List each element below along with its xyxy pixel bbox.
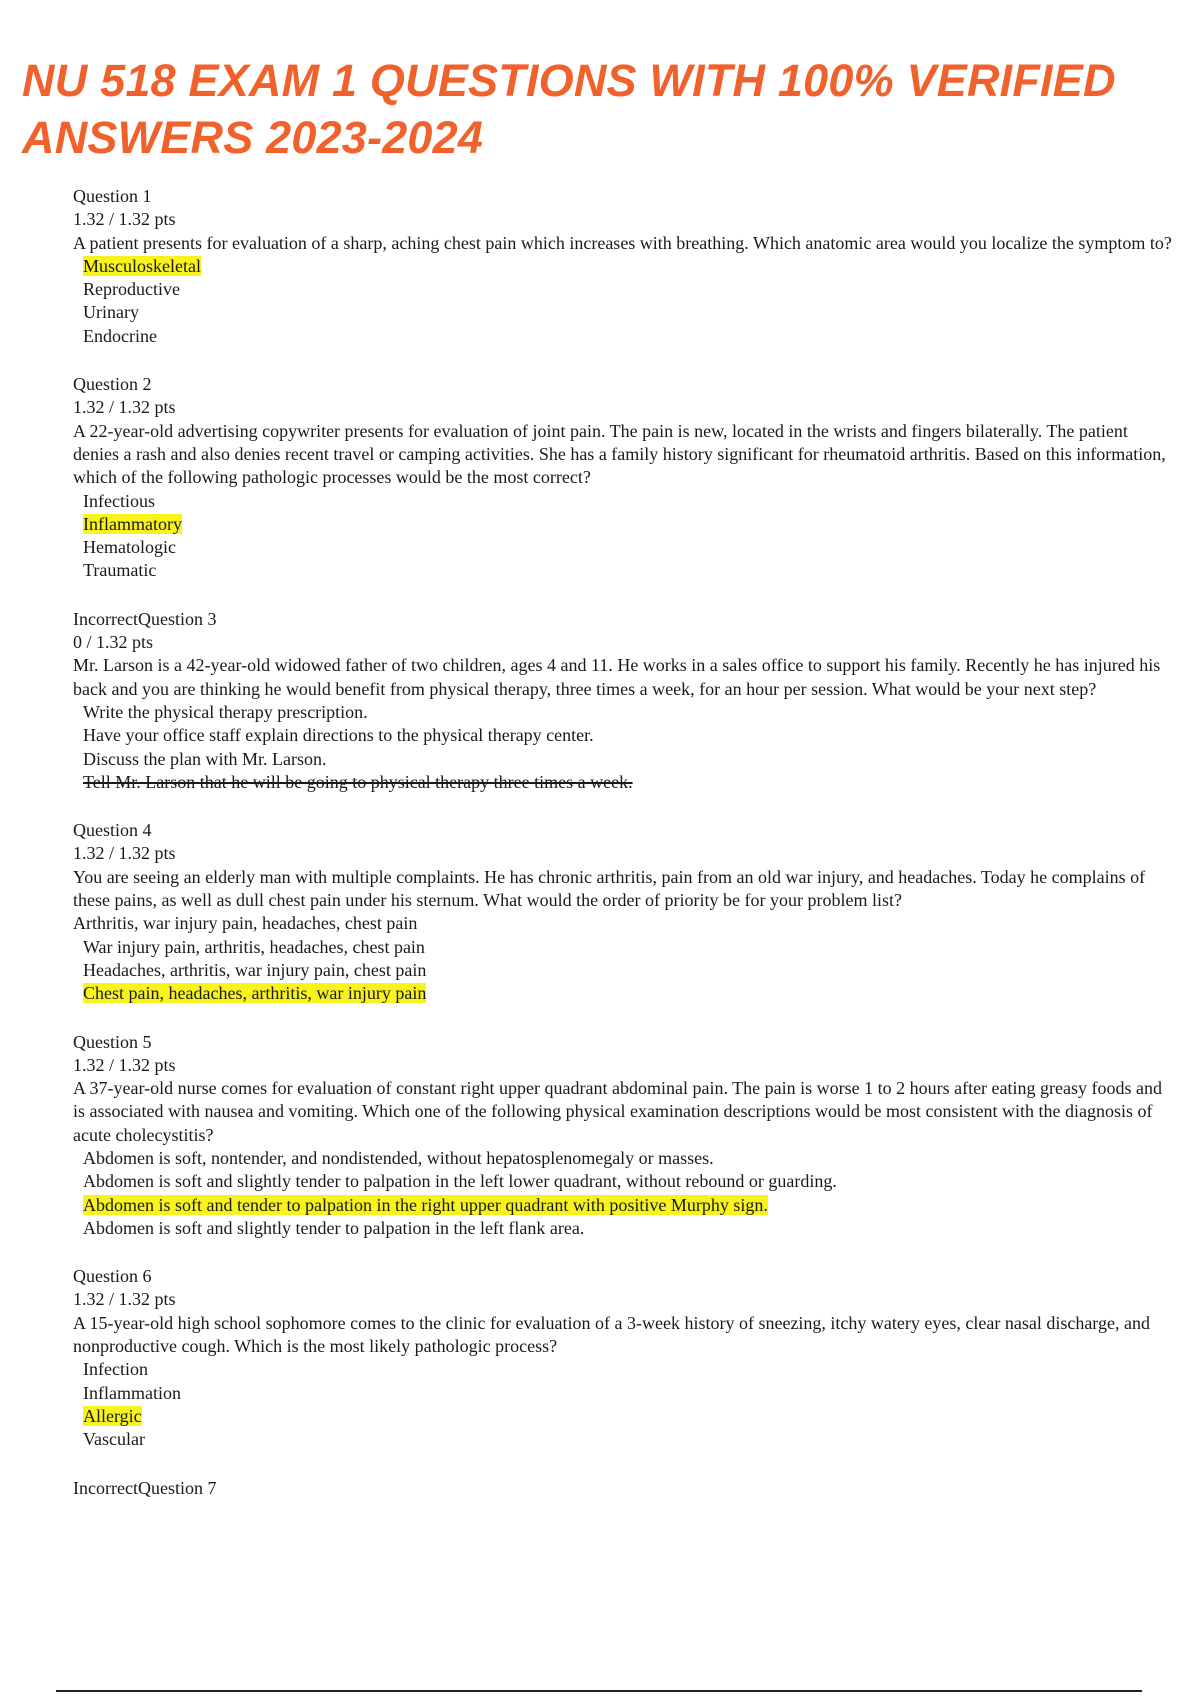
answer-text: Traumatic [83, 560, 157, 581]
answer-text: Abdomen is soft and slightly tender to palpation in the left flank area. [83, 1217, 585, 1238]
answer-option-selected[interactable] [73, 255, 1173, 278]
question-1 [73, 185, 1173, 348]
answer-text: Hematologic [83, 537, 176, 558]
answer-option[interactable] [73, 559, 1173, 582]
answer-text: Discuss the plan with Mr. Larson. [83, 748, 327, 769]
answer-text: Abdomen is soft and tender to palpation in the right upper quadrant with positive Murphy sign. [83, 1194, 768, 1215]
question-text: A 15-year-old high school sophomore comes to the clinic for evaluation of a 3-week history of sneezing, itchy watery eyes, clear nasal discharge, and nonproductive cough. Which is the most likely pathologic process? [73, 1312, 1150, 1357]
question-points: 1.32 / 1.32 pts [73, 209, 176, 230]
answer-option[interactable] [73, 536, 1173, 559]
answer-list [73, 255, 1173, 348]
question-label: Question 4 [73, 820, 152, 841]
question-4 [73, 819, 1173, 1005]
question-2 [73, 373, 1173, 583]
answer-text: Endocrine [83, 325, 157, 346]
question-7 [73, 1477, 1173, 1500]
answer-text: Allergic [83, 1405, 142, 1426]
answer-text: Vascular [83, 1429, 145, 1450]
answer-option-selected[interactable] [73, 1405, 1173, 1428]
question-text: Mr. Larson is a 42-year-old widowed father of two children, ages 4 and 11. He works in a sales office to support his family. Recently he has injured his back and you are thinking he would benefit from physical therapy, three times a week, for an hour per session. What would be your next step? [73, 655, 1161, 699]
answer-option-selected[interactable] [73, 513, 1173, 536]
answer-option[interactable] [73, 1428, 1173, 1451]
question-points: 0 / 1.32 pts [73, 632, 154, 653]
question-text: You are seeing an elderly man with multiple complaints. He has chronic arthritis, pain from an old war injury, and headaches. Today he complains of these pains, as well as dull chest pain under his sternum. What would the order of priority be for your problem list? [73, 866, 1146, 911]
answer-text: Abdomen is soft, nontender, and nondistended, without hepatosplenomegaly or masses. [83, 1147, 714, 1168]
question-text: A patient presents for evaluation of a sharp, aching chest pain which increases with breathing. Which anatomic area would you localize the symptom to? [73, 232, 1172, 253]
answer-option-selected[interactable] [73, 1194, 1173, 1217]
answer-option[interactable] [73, 325, 1173, 348]
answer-text: Urinary [83, 302, 139, 323]
question-points: 1.32 / 1.32 pts [73, 843, 176, 864]
answer-option[interactable] [73, 1382, 1173, 1405]
answer-option[interactable] [73, 936, 1173, 959]
question-label: Question 2 [73, 374, 152, 395]
answer-text: Inflammatory [83, 513, 182, 534]
answer-text: Abdomen is soft and slightly tender to palpation in the left lower quadrant, without rebound or guarding. [83, 1171, 837, 1192]
question-text: A 37-year-old nurse comes for evaluation of constant right upper quadrant abdominal pain. The pain is worse 1 to 2 hours after eating greasy foods and is associated with nausea and vomiting. Which one of the following physical examination descriptions would be most consistent with the diagnosis of acute cholecystitis? [73, 1078, 1162, 1145]
answer-option[interactable] [73, 278, 1173, 301]
answer-text: War injury pain, arthritis, headaches, chest pain [83, 936, 425, 957]
answer-option[interactable] [73, 959, 1173, 982]
answer-list [73, 1358, 1173, 1451]
answer-text: Infection [83, 1359, 148, 1380]
answer-list [73, 1147, 1173, 1240]
answer-option[interactable] [73, 724, 1173, 747]
answer-text: Headaches, arthritis, war injury pain, chest pain [83, 959, 427, 980]
question-label: IncorrectQuestion 3 [73, 608, 217, 629]
question-points: 1.32 / 1.32 pts [73, 1289, 176, 1310]
answer-option[interactable] [73, 490, 1173, 513]
answer-list [73, 490, 1173, 583]
question-3 [73, 608, 1173, 794]
answer-text: Musculoskeletal [83, 255, 201, 276]
page-title: NU 518 EXAM 1 QUESTIONS WITH 100% VERIFIED ANSWERS 2023-2024 [22, 55, 1116, 163]
answer-option[interactable] [73, 701, 1173, 724]
question-points: 1.32 / 1.32 pts [73, 1054, 176, 1075]
answer-text: Have your office staff explain directions to the physical therapy center. [83, 725, 594, 746]
question-text: A 22-year-old advertising copywriter presents for evaluation of joint pain. The pain is new, located in the wrists and fingers bilaterally. The patient denies a rash and also denies recent travel or camping activities. She has a family history significant for rheumatoid arthritis. Based on this information, which of the following pathologic processes would be the most correct? [73, 420, 1166, 488]
answer-text: Chest pain, headaches, arthritis, war injury pain [83, 983, 427, 1004]
question-label: Question 5 [73, 1031, 152, 1052]
answer-list [73, 701, 1173, 794]
question-label: Question 6 [73, 1266, 152, 1287]
answer-option[interactable] [73, 912, 1173, 935]
answer-text: Tell Mr. Larson that he will be going to physical therapy three times a week. [83, 771, 633, 792]
question-6 [73, 1265, 1173, 1451]
answer-list [73, 912, 1173, 1005]
answer-option[interactable] [73, 748, 1173, 771]
answer-option[interactable] [73, 1358, 1173, 1381]
question-points: 1.32 / 1.32 pts [73, 397, 176, 418]
answer-text: Write the physical therapy prescription. [83, 701, 368, 722]
answer-option[interactable] [73, 301, 1173, 324]
answer-text: Infectious [83, 490, 155, 511]
answer-option[interactable] [73, 1217, 1173, 1240]
page-bottom-divider [56, 1690, 1142, 1692]
question-list [73, 185, 1173, 1525]
answer-text: Arthritis, war injury pain, headaches, chest pain [73, 913, 418, 934]
answer-option[interactable] [73, 1170, 1173, 1193]
answer-option[interactable] [73, 1147, 1173, 1170]
question-label: IncorrectQuestion 7 [73, 1477, 217, 1498]
answer-option-struck[interactable] [73, 771, 1173, 794]
question-5 [73, 1031, 1173, 1241]
answer-option-selected[interactable] [73, 982, 1173, 1005]
question-label: Question 1 [73, 186, 152, 206]
answer-text: Inflammation [83, 1382, 181, 1403]
answer-text: Reproductive [83, 279, 180, 300]
